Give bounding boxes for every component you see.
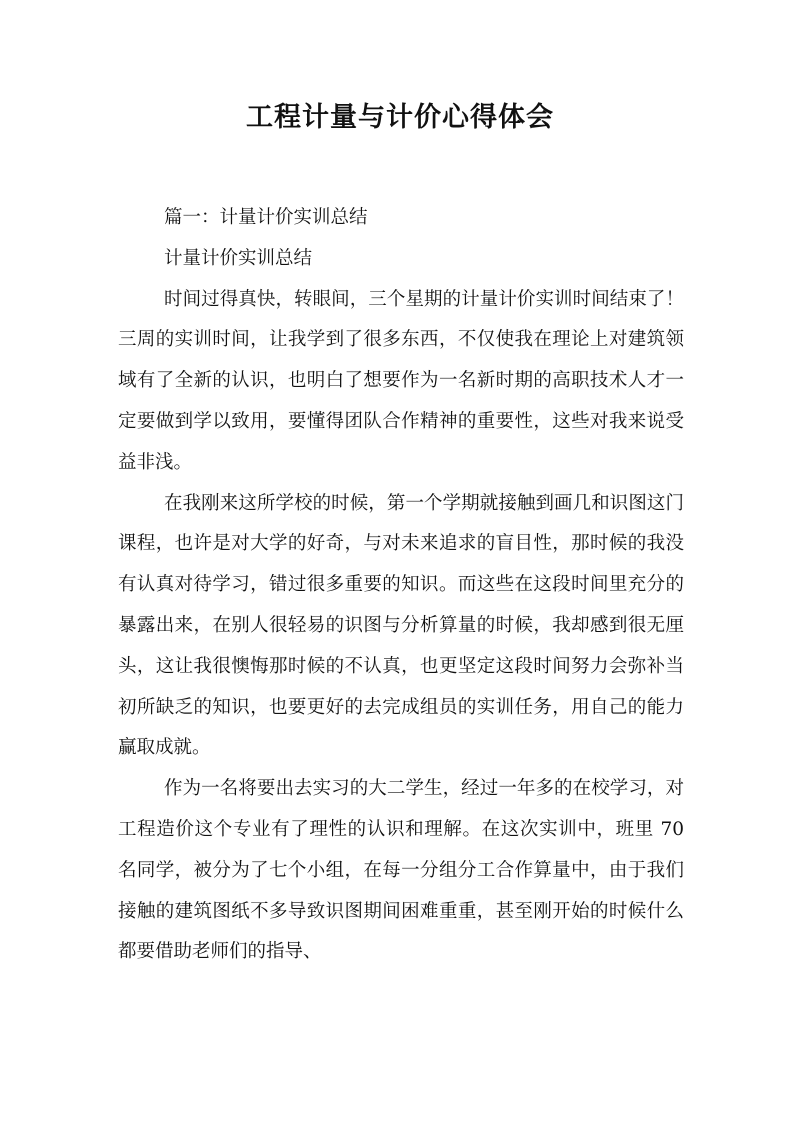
document-title: 工程计量与计价心得体会 bbox=[246, 102, 554, 133]
paragraph-1: 时间过得真快，转眼间，三个星期的计量计价实训时间结束了！三周的实训时间，让我学到了很多东西，不仅使我在理论上对建筑领域有了全新的认识，也明白了想要作为一名新时期的高职技术人才一定要做到学以致用，要懂得团队合作精神的重要性，这些对我来说受益非浅。 bbox=[118, 288, 684, 473]
section-heading: 篇一：计量计价实训总结 bbox=[164, 207, 368, 228]
document-body bbox=[118, 198, 684, 973]
section-subheading: 计量计价实训总结 bbox=[164, 247, 313, 269]
paragraph-3: 作为一名将要出去实习的大二学生，经过一年多的在校学习，对工程造价这个专业有了理性的认识和理解。在这次实训中，班里 70 名同学，被分为了七个小组，在每一分组分工合作算量中，由于我们接触的建筑图纸不多导致识图期间困难重重，甚至刚开始的时候什么都要借助老师们的指导、 bbox=[118, 778, 684, 963]
paragraph-2: 在我刚来这所学校的时候，第一个学期就接触到画几和识图这门课程，也许是对大学的好奇，与对未来追求的盲目性，那时候的我没有认真对待学习，错过很多重要的知识。而这些在这段时间里充分的暴露出来，在别人很轻易的识图与分析算量的时候，我却感到很无厘头，这让我很懊悔那时候的不认真，也更坚定这段时间努力会弥补当初所缺乏的知识，也要更好的去完成组员的实训任务，用自己的能力赢取成就。 bbox=[118, 492, 684, 759]
